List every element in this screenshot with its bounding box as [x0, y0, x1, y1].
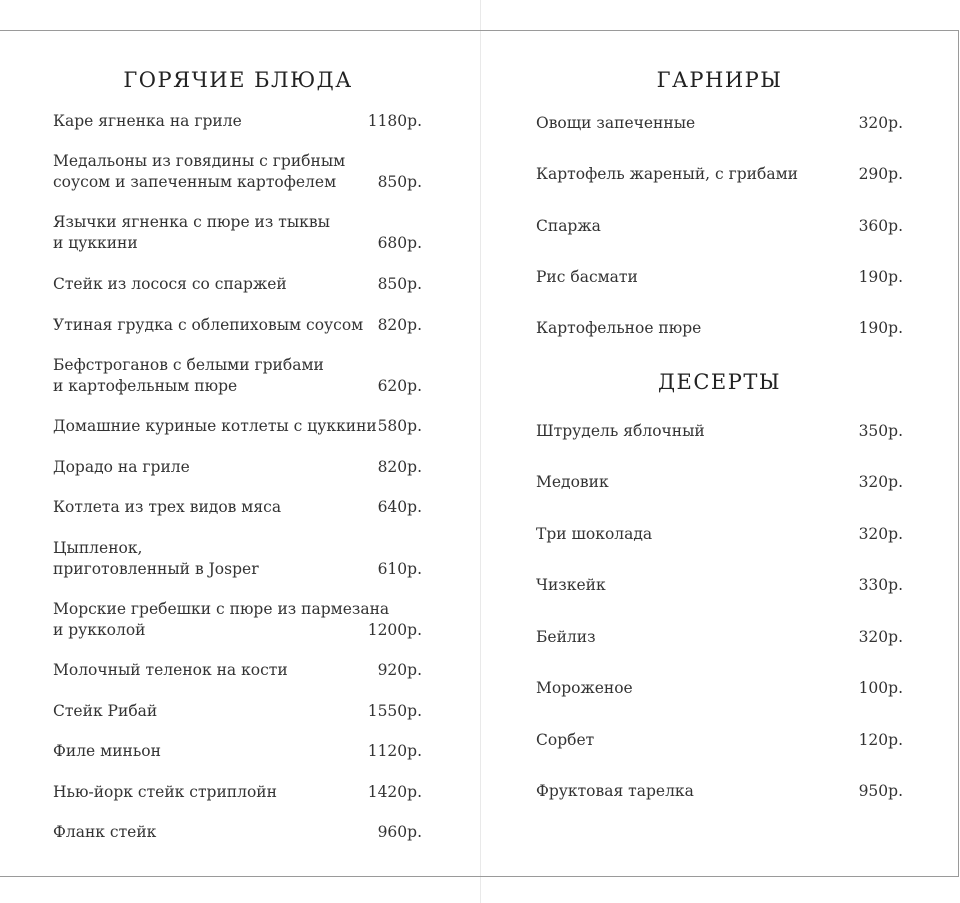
- menu-item-name: Медальоны из говядины с грибным соусом и запеченным картофелем: [53, 152, 346, 191]
- menu-item-price: 620р.: [377, 377, 422, 395]
- menu-item-price: 850р.: [377, 173, 422, 191]
- menu-item-price: 960р.: [377, 823, 422, 841]
- menu-item-name: Три шоколада: [536, 525, 653, 543]
- menu-item-name: Рис басмати: [536, 268, 638, 286]
- menu-item-name: Язычки ягненка с пюре из тыквы и цуккини: [53, 213, 330, 252]
- menu-item-name: Мороженое: [536, 679, 633, 697]
- menu-item-price: 1550р.: [367, 702, 422, 720]
- menu-item-name: Молочный теленок на кости: [53, 661, 288, 679]
- menu-item-price: 1180р.: [367, 112, 422, 130]
- menu-item-price: 680р.: [377, 234, 422, 252]
- menu-item-name: Филе миньон: [53, 742, 161, 760]
- menu-item-name: Домашние куриные котлеты с цуккини: [53, 417, 377, 435]
- menu-item-name: Чизкейк: [536, 576, 606, 594]
- menu-item-price: 100р.: [858, 679, 903, 697]
- menu-item-price: 850р.: [377, 275, 422, 293]
- menu-item-name: Бейлиз: [536, 628, 596, 646]
- menu-item-name: Сорбет: [536, 731, 595, 749]
- menu-item-name: Цыпленок, приготовленный в Josper: [53, 539, 259, 578]
- menu-item-name: Котлета из трех видов мяса: [53, 498, 282, 516]
- menu-item-price: 920р.: [377, 661, 422, 679]
- menu-item-name: Каре ягненка на гриле: [53, 112, 242, 130]
- menu-item-name: Картофельное пюре: [536, 319, 702, 337]
- hot-dishes-heading: ГОРЯЧИЕ БЛЮДА: [123, 68, 353, 92]
- menu-item-price: 950р.: [858, 782, 903, 800]
- menu-item-price: 350р.: [858, 422, 903, 440]
- dessert-heading: ДЕСЕРТЫ: [657, 370, 782, 394]
- menu-item-name: Картофель жареный, с грибами: [536, 165, 798, 183]
- menu-item-price: 190р.: [858, 319, 903, 337]
- menu-item-name: Бефстроганов с белыми грибами и картофельным пюре: [53, 356, 324, 395]
- menu-item-price: 330р.: [858, 576, 903, 594]
- menu-item-price: 320р.: [858, 628, 903, 646]
- menu-item-price: 320р.: [858, 114, 903, 132]
- menu-item-name: Фланк стейк: [53, 823, 157, 841]
- menu-item-name: Стейк Рибай: [53, 702, 158, 720]
- menu-item-name: Овощи запеченные: [536, 114, 696, 132]
- menu-item-name: Медовик: [536, 473, 609, 491]
- menu-item-price: 1120р.: [367, 742, 422, 760]
- menu-item-name: Штрудель яблочный: [536, 422, 705, 440]
- menu-item-price: 290р.: [858, 165, 903, 183]
- menu-item-price: 820р.: [377, 316, 422, 334]
- menu-item-price: 640р.: [377, 498, 422, 516]
- menu-item-price: 1200р.: [367, 621, 422, 639]
- menu-item-name: Нью-йорк стейк стриплойн: [53, 783, 277, 801]
- menu-item-price: 120р.: [858, 731, 903, 749]
- garnish-heading: ГАРНИРЫ: [656, 68, 783, 92]
- menu-item-price: 320р.: [858, 525, 903, 543]
- menu-item-price: 320р.: [858, 473, 903, 491]
- menu-item-price: 1420р.: [367, 783, 422, 801]
- menu-item-name: Утиная грудка с облепиховым соусом: [53, 316, 364, 334]
- menu-item-price: 820р.: [377, 458, 422, 476]
- menu-item-name: Спаржа: [536, 217, 601, 235]
- menu-item-name: Дорадо на гриле: [53, 458, 190, 476]
- menu-item-name: Фруктовая тарелка: [536, 782, 694, 800]
- menu-item-price: 610р.: [377, 560, 422, 578]
- menu-item-price: 360р.: [858, 217, 903, 235]
- menu-item-name: Стейк из лосося со спаржей: [53, 275, 287, 293]
- menu-item-name: Морские гребешки с пюре из пармезана и рукколой: [53, 600, 390, 639]
- menu-item-price: 580р.: [377, 417, 422, 435]
- menu-item-price: 190р.: [858, 268, 903, 286]
